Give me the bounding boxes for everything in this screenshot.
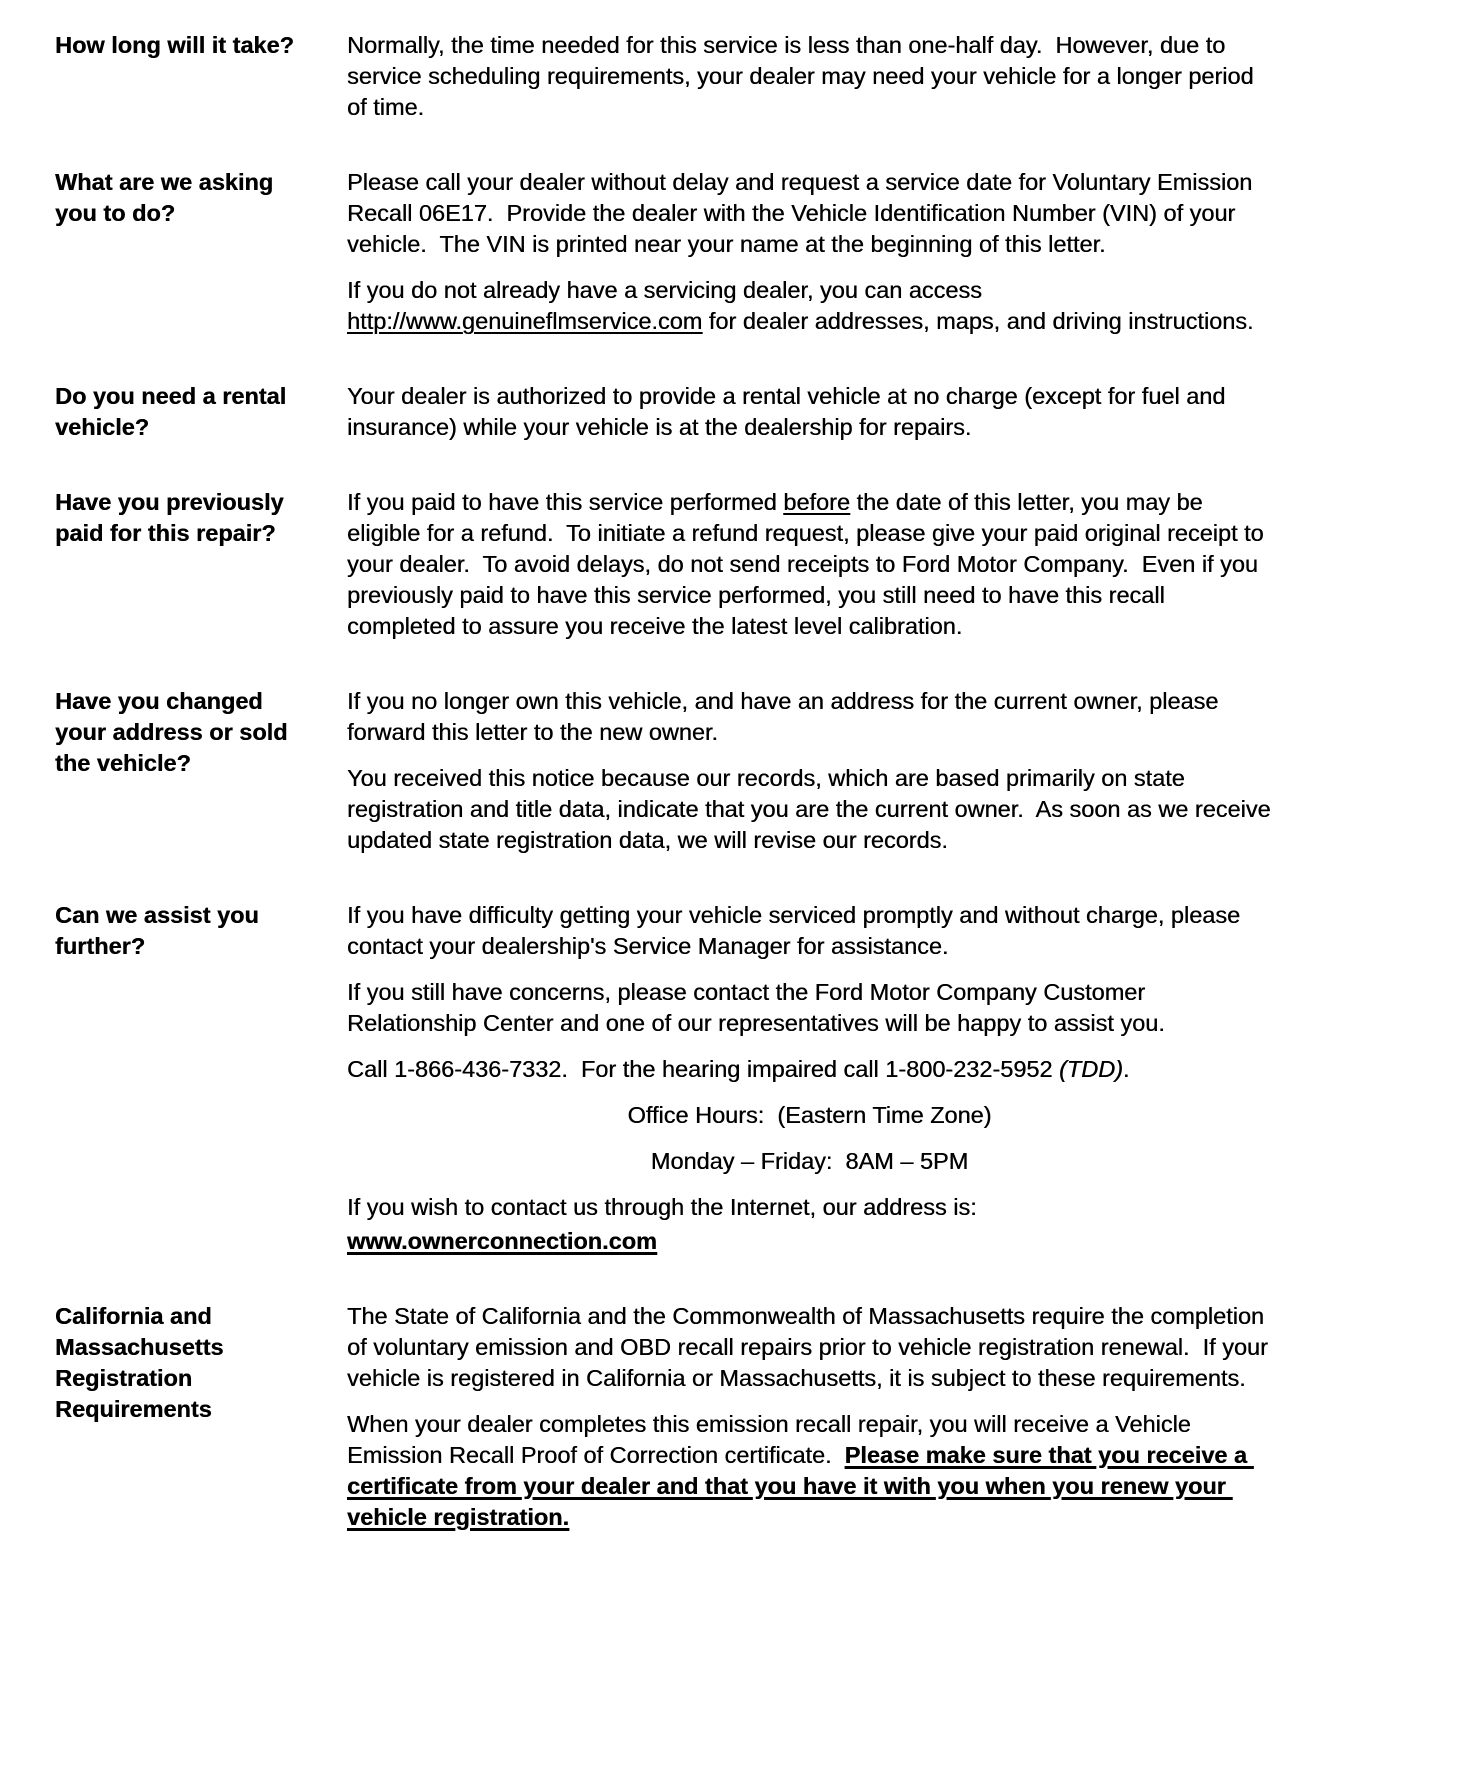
label-line: you to do? — [55, 200, 176, 226]
label-line: Do you need a rental — [55, 383, 287, 409]
phone-numbers-line — [347, 1054, 1272, 1085]
text-run: Please call your dealer without delay and request a service date for Voluntary Emission Recall 06E17. Provide the dealer with the Vehicle Identification Number (VIN) of your vehicle. The VIN is printed near your name at the beginning of this letter. — [347, 169, 1259, 257]
section-label — [55, 1301, 347, 1533]
office-hours-line — [347, 1100, 1272, 1131]
section-body — [347, 487, 1272, 642]
text-run: If you have difficulty getting your vehicle serviced promptly and without charge, please contact your dealership's Service Manager for assistance. — [347, 902, 1247, 959]
label-line: Massachusetts — [55, 1334, 224, 1360]
owner-connection-line — [347, 1226, 1272, 1257]
text-run: the date of this letter, you may be eligible for a refund. To initiate a refund request, please give your paid original receipt to your dealer. To avoid delays, do not send receipts to Ford Motor Company. Even if you previously paid to have this service performed, you still need to have this recall completed to assure you receive the latest level calibration. — [347, 489, 1271, 639]
dealer-service-url: http://www.genuineflmservice.com — [347, 308, 703, 334]
owner-connection-url: www.ownerconnection.com — [347, 1228, 657, 1254]
text-run: Normally, the time needed for this service is less than one-half day. However, due to service scheduling requirements, your dealer may need your vehicle for a longer period of time. — [347, 32, 1261, 120]
text-run: If you do not already have a servicing dealer, you can access — [347, 277, 989, 303]
label-line: California and — [55, 1303, 212, 1329]
section-label — [55, 487, 347, 642]
text-run: . — [1122, 1056, 1130, 1082]
label-line: Have you changed — [55, 688, 263, 714]
section-how-long-will-it-take — [55, 30, 1272, 123]
body-paragraph — [347, 275, 1272, 337]
body-paragraph — [347, 763, 1278, 856]
certificate-warning-text: Please make sure that you receive a certificate from your dealer and that you have it with you when you renew your vehicle registration. — [347, 1442, 1254, 1530]
emphasized-word-before: before — [783, 489, 850, 515]
text-run: When your dealer completes this emission recall repair, you will receive a Vehicle Emission Recall Proof of Correction certificate. — [347, 1411, 1198, 1468]
section-address-changed — [55, 686, 1278, 856]
text-run: If you still have concerns, please contact the Ford Motor Company Customer Relationship Center and one of our representatives will be happy to assist you. — [347, 979, 1165, 1036]
section-body — [347, 167, 1272, 337]
section-previously-paid — [55, 487, 1272, 642]
label-line: further? — [55, 933, 146, 959]
body-paragraph — [347, 686, 1272, 748]
body-paragraph — [347, 381, 1272, 443]
tdd-abbreviation: (TDD) — [1058, 1056, 1123, 1082]
text-run: Call 1-866-436-7332. For the hearing impaired call 1-800-232-5952 — [347, 1056, 1059, 1082]
label-line: What are we asking — [55, 169, 274, 195]
body-paragraph — [347, 1409, 1272, 1533]
label-line: your address or sold — [55, 719, 288, 745]
label-line: How long will it take? — [55, 32, 294, 58]
section-body — [347, 1301, 1275, 1533]
label-line: Can we assist you — [55, 902, 259, 928]
section-label — [55, 900, 347, 1257]
section-label — [55, 30, 347, 123]
label-line: vehicle? — [55, 414, 150, 440]
text-run: The State of California and the Commonwealth of Massachusetts require the completion of voluntary emission and OBD recall repairs prior to vehicle registration renewal. If your vehicle is registered in California or Massachusetts, it is subject to these requirements. — [347, 1303, 1275, 1391]
body-paragraph — [347, 977, 1272, 1039]
text-run: Office Hours: (Eastern Time Zone) — [627, 1102, 992, 1128]
section-body — [347, 686, 1278, 856]
label-line: Requirements — [55, 1396, 212, 1422]
body-paragraph — [347, 1301, 1275, 1394]
section-label — [55, 167, 347, 337]
internet-address-intro — [347, 1192, 1272, 1223]
label-line: the vehicle? — [55, 750, 191, 776]
label-line: Registration — [55, 1365, 193, 1391]
body-paragraph — [347, 30, 1272, 123]
section-body — [347, 30, 1272, 123]
section-body — [347, 900, 1272, 1257]
text-run: Your dealer is authorized to provide a rental vehicle at no charge (except for fuel and insurance) while your vehicle is at the dealership for repairs. — [347, 383, 1232, 440]
section-label — [55, 381, 347, 443]
text-run: If you wish to contact us through the Internet, our address is: — [347, 1194, 977, 1220]
text-run: You received this notice because our records, which are based primarily on state registration and title data, indicate that you are the current owner. As soon as we receive updated state registration data, we will revise our records. — [347, 765, 1278, 853]
weekday-hours-line — [347, 1146, 1272, 1177]
body-paragraph — [347, 900, 1272, 962]
section-rental-vehicle — [55, 381, 1272, 443]
body-paragraph — [347, 487, 1272, 642]
text-run: If you no longer own this vehicle, and have an address for the current owner, please forward this letter to the new owner. — [347, 688, 1225, 745]
section-assist-further — [55, 900, 1272, 1257]
section-ca-ma-registration — [55, 1301, 1275, 1533]
text-run: If you paid to have this service performed — [347, 489, 784, 515]
text-run: for dealer addresses, maps, and driving instructions. — [702, 308, 1254, 334]
label-line: Have you previously — [55, 489, 284, 515]
body-paragraph — [347, 167, 1272, 260]
text-run: Monday – Friday: 8AM – 5PM — [650, 1148, 969, 1174]
section-body — [347, 381, 1272, 443]
section-label — [55, 686, 347, 856]
label-line: paid for this repair? — [55, 520, 276, 546]
section-what-are-we-asking — [55, 167, 1272, 337]
